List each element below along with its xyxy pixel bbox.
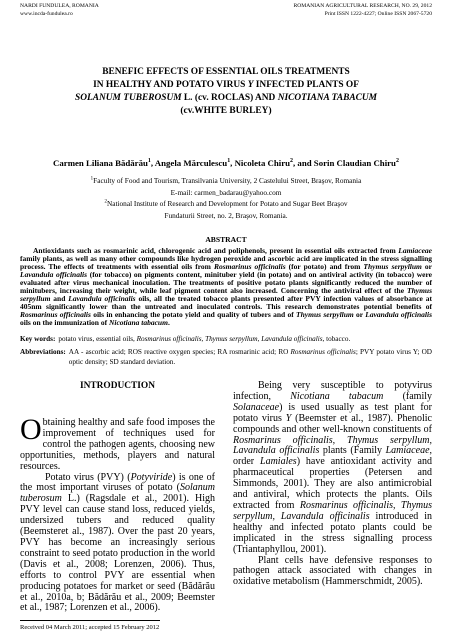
column-right [233, 381, 432, 588]
italic-text: SOLANUM TUBEROSUM [75, 93, 182, 103]
italic-text: Lavandula officinalis [68, 294, 136, 303]
title-line: SOLANUM TUBEROSUM L. (cv. ROCLAS) AND NICOTIANA TABACUM [75, 93, 377, 103]
italic-text: Y [285, 412, 292, 424]
italic-text: NICOTIANA TABACUM [277, 93, 377, 103]
superscript: 2 [395, 158, 399, 165]
italic-text: Lavandula officinalis [20, 270, 88, 279]
header-institution: NARDI FUNDULEA, ROMANIA [20, 3, 99, 9]
abbreviations-label: Abbreviations: [20, 348, 66, 356]
abbreviations-text: AA - ascorbic acid; ROS reactive oxygen species; RA rosmarinic acid; RO Rosmarinus officinalis; PVY potato virus Y; OD optic density; SD standard deviation. [68, 348, 432, 366]
keywords [20, 335, 432, 344]
author-list: Carmen Liliana Bădărău$^1$, Angela Mărculescu$^1$, Nicoleta Chiru$^2$, and Sorin Claudian Chiru$^2$ [53, 158, 399, 168]
italic-text: Nicotiana tabacum [108, 318, 168, 327]
header-website-link[interactable]: www.incda-fundulea.ro [20, 11, 73, 17]
title-line: IN HEALTHY AND POTATO VIRUS Y INFECTED PLANTS OF [93, 80, 359, 90]
received-date: Received 04 March 2011; accepted 15 February 2012 [20, 624, 160, 631]
author-email-link[interactable]: E-mail: carmen_badarau@yahoo.com [170, 187, 282, 197]
italic-text: Thymus serpyllum [363, 262, 422, 271]
intro-paragraph: Plant cells have defensive responses to pathogen attack associated with changes in oxidative metabolism (Hammerschmidt, 2005). [233, 554, 432, 588]
abbreviations [20, 347, 432, 367]
paper-title [20, 66, 432, 118]
header-journal-name: ROMANIAN AGRICULTURAL RESEARCH, NO. 29, 2012 [293, 3, 432, 9]
superscript: 2 [104, 199, 107, 205]
italic-text: Rosmarinus officinalis, Thymus serpyllum, Lavandula officinalis [136, 335, 323, 343]
intro-paragraph: Potato virus (PVY) (Potyviride) is one of the most important viruses of potato (Solanum tuberosum L.) (Ragsdale et al., 2001). High PVY level can cause stand loss, reduced yields, undersized tubers and reduced quality (Beemsteret al., 1987). Over the past 20 years, PVY has become an increasingly serious constraint to seed potato production in the world (Davis et al., 2008; Lorenzen, 2006). Thus, efforts to control PVY are essential when producing potatoes for market or seed (Bădărău et al., 2010a, b; Bădărău et al., 2009; Beemster et al., 1987; Lorenzen et al., 2006). [20, 471, 215, 614]
italic-text: Y [247, 80, 254, 90]
italic-text: Lavandula officinalis [365, 310, 432, 319]
header-right [293, 2, 432, 18]
superscript: 2 [290, 158, 294, 165]
abstract-text: Antioxidants such as rosmarinic acid, chlorogenic acid and poliphenols, present in essential oils extracted from Lamiaceae family plants, as well as many other compounds like hydrogen peroxide and ascorbic acid are implicated in the stress signalling process. The effects of treatments with essential oils from Rosmarinus officinalis (for potato) and from Thymus serpyllum or Lavandula officinalis (for tobacco) on pigments content, minituber yield (in potato) and on antiviral activity (in tobacco) were evaluated after virus mechanical inoculation. The treatments of positive potato plants significantly reduced the number of minitubers, increasing their weight, while leaf pigment content also increased. Concerning the antiviral effect of the Thymus serpyllum and Lavandula officinalis oils, all the treated tobacco plants presented after PVY infection values of absorbance at 405nm significantly lower than the untreated and inoculated controls. This research demonstrates potential benefits of Rosmarinus officinalis oils in enhancing the potato yield and quality of tubers and of Thymus serpyllum or Lavandula officinalis oils on the immunization of Nicotiana tabacum. [20, 246, 433, 327]
italic-text: Nicotiana tabacum [290, 390, 384, 402]
section-heading-introduction: INTRODUCTION [79, 381, 155, 391]
italic-text: Solanum tuberosum [20, 482, 215, 505]
intro-paragraph: Obtaining healthy and safe food imposes the improvement of techniques used for control the pathogen agents, choosing new opportunities, methods, players and natural resources. [20, 413, 215, 472]
italic-text: Rosmarinus officinalis [213, 262, 286, 271]
affiliation-2: $^2$National Institute of Research and Development for Potato and Sugar Beet Braşov [104, 199, 348, 208]
italic-text: Rosmarinus officinalis [290, 348, 356, 356]
italic-text: Rosmarinus officinalis [20, 310, 91, 319]
header-left [20, 2, 99, 18]
keywords-text: potato virus, essential oils, Rosmarinus officinalis, Thymus serpyllum, Lavandula officinalis, tobacco. [58, 335, 351, 343]
intro-paragraph: Being very susceptible to potyvirus infection, Nicotiana tabacum (family Solanaceae) is used usually as test plant for potato virus Y (Beemster et al., 1987). Phenolic compounds and other well-known constituents of Rosmarinus officinalis, Thymus serpyllum, Lavandula officinalis plants (Family Lamiaceae, order Lamiales) have antioxidant activity and pharmaceutical properties (Petersen and Simmonds, 2001). They are also antimicrobial and antiviral, which protects the plants. Oils extracted from Rosmarinus officinalis, Thymus serpyllum, Lavandula officinalis introduced in healthy and infected potato plants could be implicated in the stress signalling process (Triantaphyllou, 2001). [233, 380, 433, 555]
italic-text: Solanaceae [233, 401, 280, 413]
affiliation-1: $^1$Faculty of Food and Tourism, Transilvania University, 2 Castelului Street, Braşov, Romania [90, 176, 362, 185]
title-line: (cv.WHITE BURLEY) [180, 106, 272, 116]
italic-text: Lamiaceae [398, 246, 432, 255]
italic-text: Lamiaceae [385, 445, 430, 457]
superscript: 1 [90, 176, 94, 182]
keywords-label: Key words: [20, 335, 56, 343]
italic-text: Potyviride [130, 471, 173, 483]
column-left [20, 381, 215, 614]
superscript: 1 [147, 158, 151, 165]
header-issn: Print ISSN 1222-4227; Online ISSN 2067-5720 [324, 11, 432, 17]
title-line: BENEFIC EFFECTS OF ESSENTIAL OILS TREATMENTS [102, 67, 350, 77]
affiliation-2-address: Fundaturii Street, no. 2, Braşov, Romania. [164, 210, 288, 220]
affiliations [20, 175, 432, 221]
abstract-heading: ABSTRACT [205, 235, 247, 244]
italic-text: Rosmarinus officinalis, Thymus serpyllum, Lavandula officinalis [233, 499, 432, 522]
italic-text: Rosmarinus officinalis, Thymus serpyllum, Lavandula officinalis [233, 434, 432, 457]
drop-cap: O [20, 413, 42, 446]
italic-text: Thymus serpyllum [296, 310, 354, 319]
italic-text: Thymus serpyllum [20, 286, 432, 303]
footnote-rule [20, 620, 160, 621]
italic-text: Lamiales [260, 456, 297, 468]
superscript: 1 [227, 158, 231, 165]
